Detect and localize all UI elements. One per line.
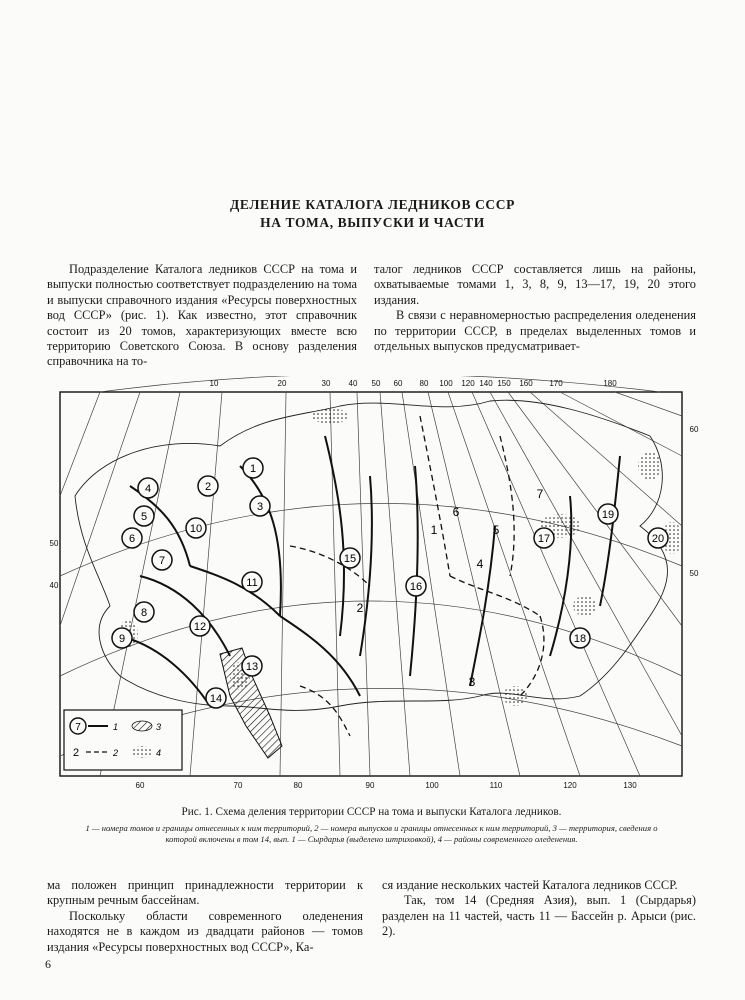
top-tick-label: 140 (479, 379, 493, 388)
volume-number-8: 8 (140, 607, 148, 619)
title-line-1: ДЕЛЕНИЕ КАТАЛОГА ЛЕДНИКОВ СССР (230, 197, 515, 212)
top-tick-label: 120 (461, 379, 475, 388)
text-column-left-bottom (47, 878, 363, 955)
left-tick-label: 40 (49, 581, 59, 590)
volume-number-19: 19 (601, 509, 615, 521)
page-number: 6 (45, 957, 51, 971)
bottom-tick-label: 80 (293, 781, 303, 790)
volume-number-16: 16 (409, 581, 423, 593)
volume-number-1: 1 (249, 463, 257, 475)
legend-label-3: 3 (156, 722, 162, 732)
top-tick-label: 20 (277, 379, 287, 388)
paragraph: Так, том 14 (Средняя Азия), вып. 1 (Сырдарья) разделен на 11 частей, часть 11 — Бассейн р. Арыси (рис. 2). (382, 893, 696, 939)
volume-number-13: 13 (245, 661, 259, 673)
legend-label-2: 2 (113, 748, 119, 758)
page-title (0, 196, 745, 232)
ussr-division-map (40, 376, 703, 796)
bottom-tick-label: 100 (425, 781, 439, 790)
left-tick-label: 50 (49, 539, 59, 548)
paragraph: В связи с неравномерностью распределения оледенения по территории СССР, в пределах выделенных томов и отдельных выпусков предусматривает- (374, 308, 696, 354)
volume-number-4: 4 (144, 483, 152, 495)
figure-caption: Рис. 1. Схема деления территории СССР на тома и выпуски Каталога ледников. (181, 806, 562, 818)
volume-number-7: 7 (158, 555, 166, 567)
volume-number-2: 2 (204, 481, 212, 493)
volume-boundaries (120, 436, 620, 706)
issue-label-2: 2 (356, 601, 364, 615)
top-tick-label: 150 (497, 379, 511, 388)
issue-label-5: 5 (492, 523, 500, 537)
volume-number-10: 10 (189, 523, 203, 535)
legend-label-4: 4 (156, 748, 162, 758)
bottom-tick-label: 110 (489, 781, 503, 790)
top-tick-label: 60 (393, 379, 403, 388)
paragraph: Поскольку области современного оледенения находятся не в каждом из двадцати районов — томов издания «Ресурсы поверхностных вод СССР», Ка- (47, 908, 363, 954)
text-column-right-top (374, 262, 696, 354)
issue-label-1: 1 (430, 523, 438, 537)
legend-volume-sample: 7 (75, 722, 81, 733)
top-tick-label: 10 (209, 379, 219, 388)
issue-label-3: 3 (468, 675, 476, 689)
legend-issue-sample: 2 (72, 747, 80, 759)
top-tick-label: 180 (603, 379, 617, 388)
figure-legend-text: 1 — номера томов и границы отнесенных к ним территорий, 2 — номера выпусков и границы отнесенных к ним территорий, 3 — территория, сведения о которой включены в том 14, вып. 1 — Сырдарья (выделено штриховкой), 4 — районы современного оледенения. (85, 823, 658, 844)
issue-label-7: 7 (536, 487, 544, 501)
paragraph: ся издание нескольких частей Каталога ледников СССР. (382, 878, 678, 892)
top-tick-label: 40 (348, 379, 358, 388)
volume-number-15: 15 (343, 553, 357, 565)
bottom-tick-label: 130 (623, 781, 637, 790)
map-legend (64, 710, 182, 770)
volume-number-3: 3 (256, 501, 264, 513)
issue-label-6: 6 (452, 505, 460, 519)
volume-number-5: 5 (140, 511, 148, 523)
bottom-tick-label: 90 (365, 781, 375, 790)
top-tick-label: 80 (419, 379, 429, 388)
volume-number-17: 17 (537, 533, 551, 545)
volume-number-14: 14 (209, 693, 223, 705)
top-tick-label: 170 (549, 379, 563, 388)
bottom-tick-label: 70 (233, 781, 243, 790)
legend-label-1: 1 (113, 722, 119, 732)
volume-number-11: 11 (246, 577, 258, 589)
issue-label-4: 4 (476, 557, 484, 571)
volume-number-6: 6 (128, 533, 136, 545)
volume-number-12: 12 (193, 621, 207, 633)
top-tick-label: 30 (321, 379, 331, 388)
paragraph: талог ледников СССР составляется лишь на районы, охватываемые томами 1, 3, 8, 9, 13—17, 19, 20 этого издания. (374, 262, 696, 307)
glaciation-areas (118, 408, 682, 706)
top-tick-label: 50 (371, 379, 381, 388)
volume-number-18: 18 (573, 633, 587, 645)
top-tick-label: 100 (439, 379, 453, 388)
bottom-tick-label: 120 (563, 781, 577, 790)
bottom-tick-label: 60 (135, 781, 145, 790)
paragraph: Подразделение Каталога ледников СССР на тома и выпуски полностью соответствует подразделению на тома и выпуски справочного издания «Ресурсы поверхностных вод СССР» (рис. 1). Как известно, этот справочник состоит из 20 томов, характеризующих вместе всю территорию Советского Союза. В основу разделения справочника на то- (47, 262, 357, 369)
top-tick-label: 160 (519, 379, 533, 388)
text-column-left-top (47, 262, 357, 370)
volume-number-20: 20 (651, 533, 665, 545)
volume-number-9: 9 (118, 633, 126, 645)
title-line-2: НА ТОМА, ВЫПУСКИ И ЧАСТИ (260, 215, 485, 230)
right-tick-label: 60 (689, 425, 699, 434)
right-tick-label: 50 (689, 569, 699, 578)
text-column-right-bottom (382, 878, 696, 940)
paragraph: ма положен принцип принадлежности территории к крупным речным бассейнам. (47, 878, 363, 908)
